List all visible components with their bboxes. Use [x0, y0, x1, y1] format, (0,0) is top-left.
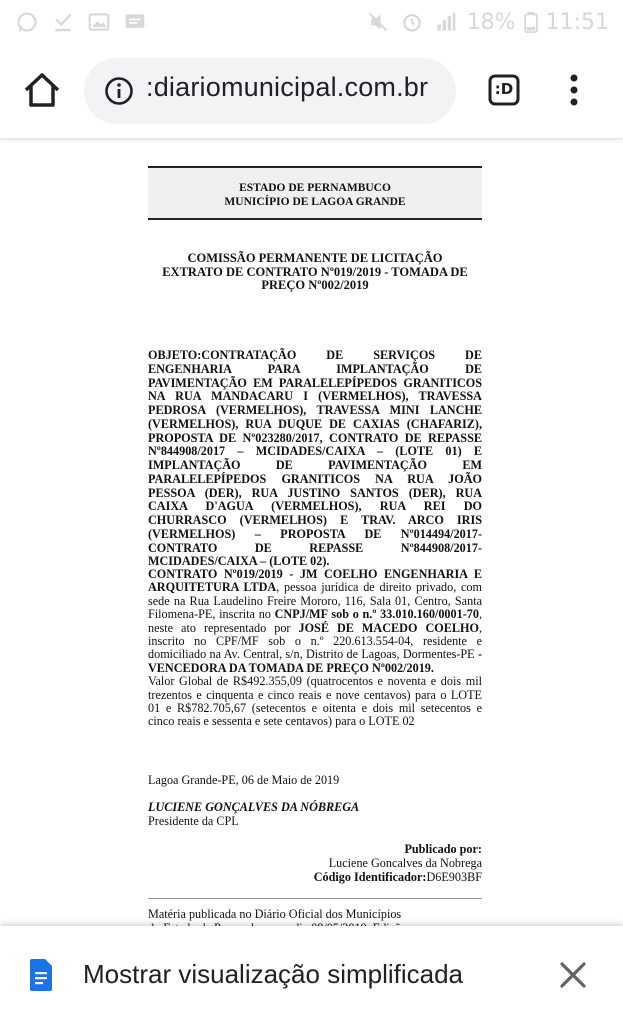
- contrato-representative: JOSÉ DE MACEDO COELHO: [298, 620, 479, 635]
- valor-paragraph: Valor Global de R$492.355,09 (quatrocentos e noventa e dois mil trezentos e cinquenta e cinco reais e nove centavos) para o LOTE 01 e R$782.705,67 (setecentos e oitenta e dois mil setecentos e cinco reais e sessenta e sete centavos) para o LOTE 02: [148, 674, 482, 729]
- document-page: [148, 166, 482, 921]
- contrato-paragraph: [148, 568, 482, 729]
- code-label: Código Identificador:: [313, 870, 427, 884]
- alarm-icon: [399, 11, 425, 33]
- document-divider: [148, 898, 482, 899]
- download-done-icon: [50, 11, 76, 33]
- status-bar: [0, 0, 623, 44]
- info-icon[interactable]: [104, 76, 134, 106]
- publication-info: [314, 842, 482, 884]
- contrato-cnpj: CNPJ/MF sob o n.º 33.010.160/0001-70: [274, 607, 479, 622]
- contrato-text-1: , pessoa jurídica de direito privado, com sede na Rua Laudelino Freire Mororo, 116, Sala 01, Centro, Santa Filomena-PE, inscrita no: [148, 580, 482, 622]
- browser-toolbar: [0, 44, 623, 139]
- contrato-text-3: , inscrito no CPF/MF sob o n.º 220.613.554-04, residente e domiciliado na Av. Central, s/n, Distrito de Lagoas, Dormentes-PE: [148, 620, 482, 662]
- mute-icon: [365, 11, 391, 33]
- document-date: Lagoa Grande-PE, 06 de Maio de 2019: [148, 773, 340, 787]
- tab-switcher-button[interactable]: [488, 74, 520, 106]
- title-commission: COMISSÃO PERMANENTE DE LICITAÇÃO: [187, 251, 443, 265]
- signer-name: LUCIENE GONÇALVES DA NÓBREGA: [148, 800, 360, 814]
- header-municipality: MUNICÍPIO DE LAGOA GRANDE: [224, 196, 406, 208]
- contrato-winner: - VENCEDORA DA TOMADA DE PREÇO Nº002/2019.: [148, 647, 482, 675]
- battery-percentage: 18%: [466, 9, 516, 35]
- published-by-label: Publicado por:: [404, 842, 482, 856]
- document-icon: [28, 958, 54, 992]
- code-value: D6E903BF: [426, 870, 482, 884]
- close-icon[interactable]: [558, 960, 588, 990]
- battery-icon: [524, 11, 538, 33]
- status-bar-system: [365, 8, 609, 36]
- whatsapp-icon: [14, 11, 40, 33]
- simplified-view-bar[interactable]: [0, 926, 623, 1024]
- title-extract: EXTRATO DE CONTRATO Nº019/2019 - TOMADA DE PREÇO Nº002/2019: [162, 264, 468, 293]
- status-bar-notifications: [14, 8, 148, 36]
- photo-icon: [86, 11, 112, 33]
- materia-line-1: Matéria publicada no Diário Oficial dos Municípios: [148, 907, 402, 921]
- message-icon: [122, 11, 148, 33]
- contrato-header: CONTRATO Nº019/2019 - JM COELHO ENGENHARIA E ARQUITETURA LTDA: [148, 567, 482, 595]
- home-icon[interactable]: [22, 70, 62, 110]
- contrato-text-2: , neste ato representado por: [148, 607, 482, 635]
- published-by-name: Luciene Goncalves da Nobrega: [328, 856, 482, 870]
- clock: 11:51: [545, 9, 609, 35]
- url-bar[interactable]: [84, 58, 456, 124]
- url-text[interactable]: :diariomunicipal.com.br: [146, 72, 429, 102]
- signal-icon: [433, 11, 459, 33]
- objeto-paragraph: OBJETO:CONTRATAÇÃO DE SERVIÇOS DE ENGENHARIA PARA IMPLANTAÇÃO DE PAVIMENTAÇÃO EM PARALELEPÍPEDOS GRANITICOS NA RUA MANDACARU I (VERMELHOS), TRAVESSA PEDROSA (VERMELHOS), TRAVESSA MINI LANCHE (VERMELHOS), RUA DUQUE DE CAXIAS (CHAFARIZ), PROPOSTA DE Nº023280/2017, CONTRATO DE REPASSE Nº844908/2017 – MCIDADES/CAIXA – (LOTE 01) E IMPLANTAÇÃO DE PAVIMENTAÇÃO EM PARALELEPÍPEDOS GRANITICOS NA RUA JOÃO PESSOA (DER), RUA JUSTINO SANTOS (DER), RUA CAIXA D'AGUA (VERMELHOS), RUA REI DO CHURRASCO (VERMELHOS) E TRAV. ARCO IRIS (VERMELHOS) – PROPOSTA DE Nº014494/2017-CONTRATO DE REPASSE Nº844908/2017-MCIDADES/CAIXA – (LOTE 02).: [148, 348, 482, 569]
- tab-count-label: :D: [494, 80, 514, 98]
- signer-role: Presidente da CPL: [148, 814, 239, 828]
- more-vert-icon[interactable]: [560, 70, 588, 110]
- document-title: [148, 252, 482, 293]
- header-state: ESTADO DE PERNAMBUCO: [239, 182, 391, 194]
- simplified-view-label[interactable]: Mostrar visualização simplificada: [83, 959, 464, 989]
- document-header: [148, 166, 482, 220]
